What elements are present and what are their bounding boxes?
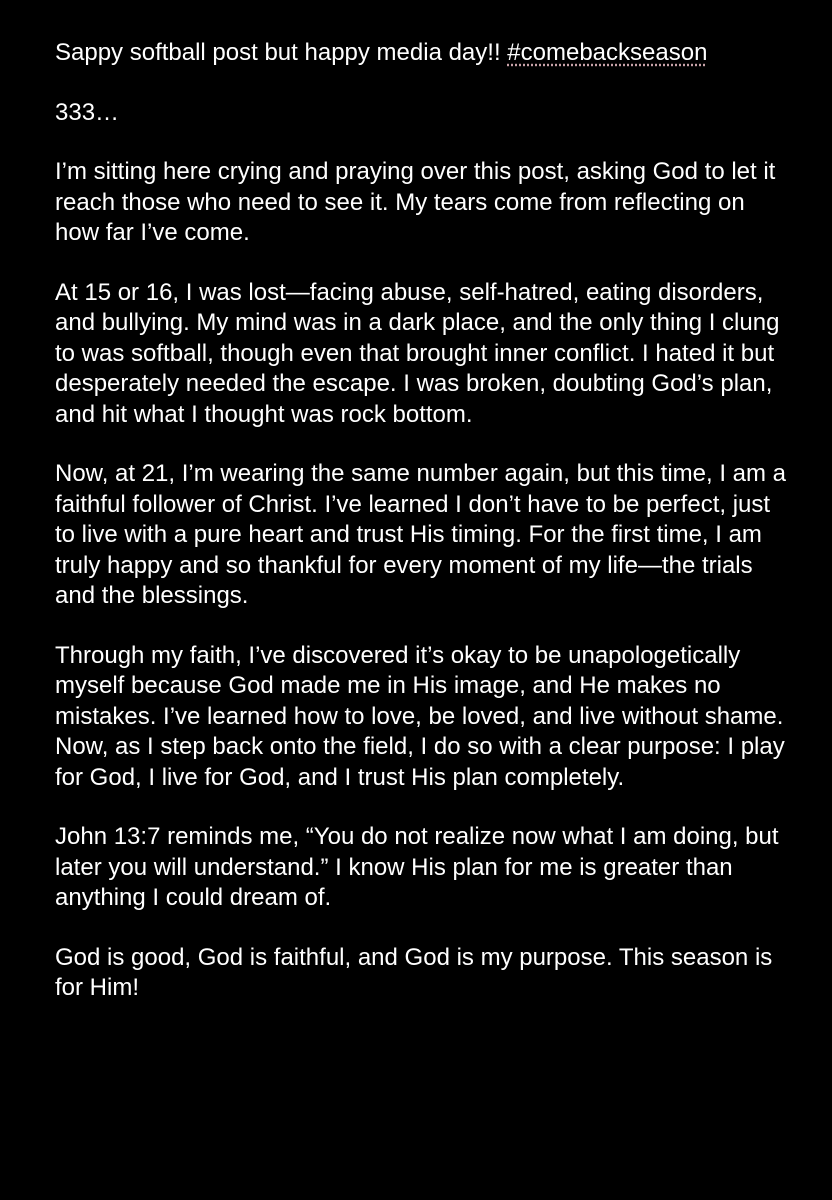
post-intro-line [55, 38, 792, 69]
post-paragraph-past: At 15 or 16, I was lost—facing abuse, self-hatred, eating disorders, and bullying. My mind was in a dark place, and the only thing I clung to was softball, though even that brought inner conflict. I hated it but desperately needed the escape. I was broken, doubting God’s plan, and hit what I thought was rock bottom. [55, 278, 780, 428]
post-paragraph-count: 333… [55, 98, 120, 126]
post-paragraph-now: Now, at 21, I’m wearing the same number again, but this time, I am a faithful follower of Christ. I’ve learned I don’t have to be perfect, just to live with a pure heart and trust His timing. For the first time, I am truly happy and so thankful for every moment of my life—the trials and the blessings. [55, 460, 787, 609]
post-paragraph-verse: John 13:7 reminds me, “You do not realize now what I am doing, but later you will understand.” I know His plan for me is greater than anything I could dream of. [55, 823, 779, 911]
post-paragraph-crying: I’m sitting here crying and praying over this post, asking God to let it reach those who need to see it. My tears come from reflecting on how far I’ve come. [55, 158, 776, 246]
post-intro-text: Sappy softball post but happy media day!! [55, 39, 508, 66]
post-paragraph-faith: Through my faith, I’ve discovered it’s okay to be unapologetically myself because God made me in His image, and He makes no mistakes. I’ve learned how to love, be loved, and live without shame. Now, as I step back onto the field, I do so with a clear purpose: I play for God, I live for God, and I trust His plan completely. [55, 641, 785, 791]
post-paragraph-closing: God is good, God is faithful, and God is my purpose. This season is for Him! [55, 943, 773, 1001]
hashtag-link[interactable]: #comebackseason [507, 39, 708, 66]
